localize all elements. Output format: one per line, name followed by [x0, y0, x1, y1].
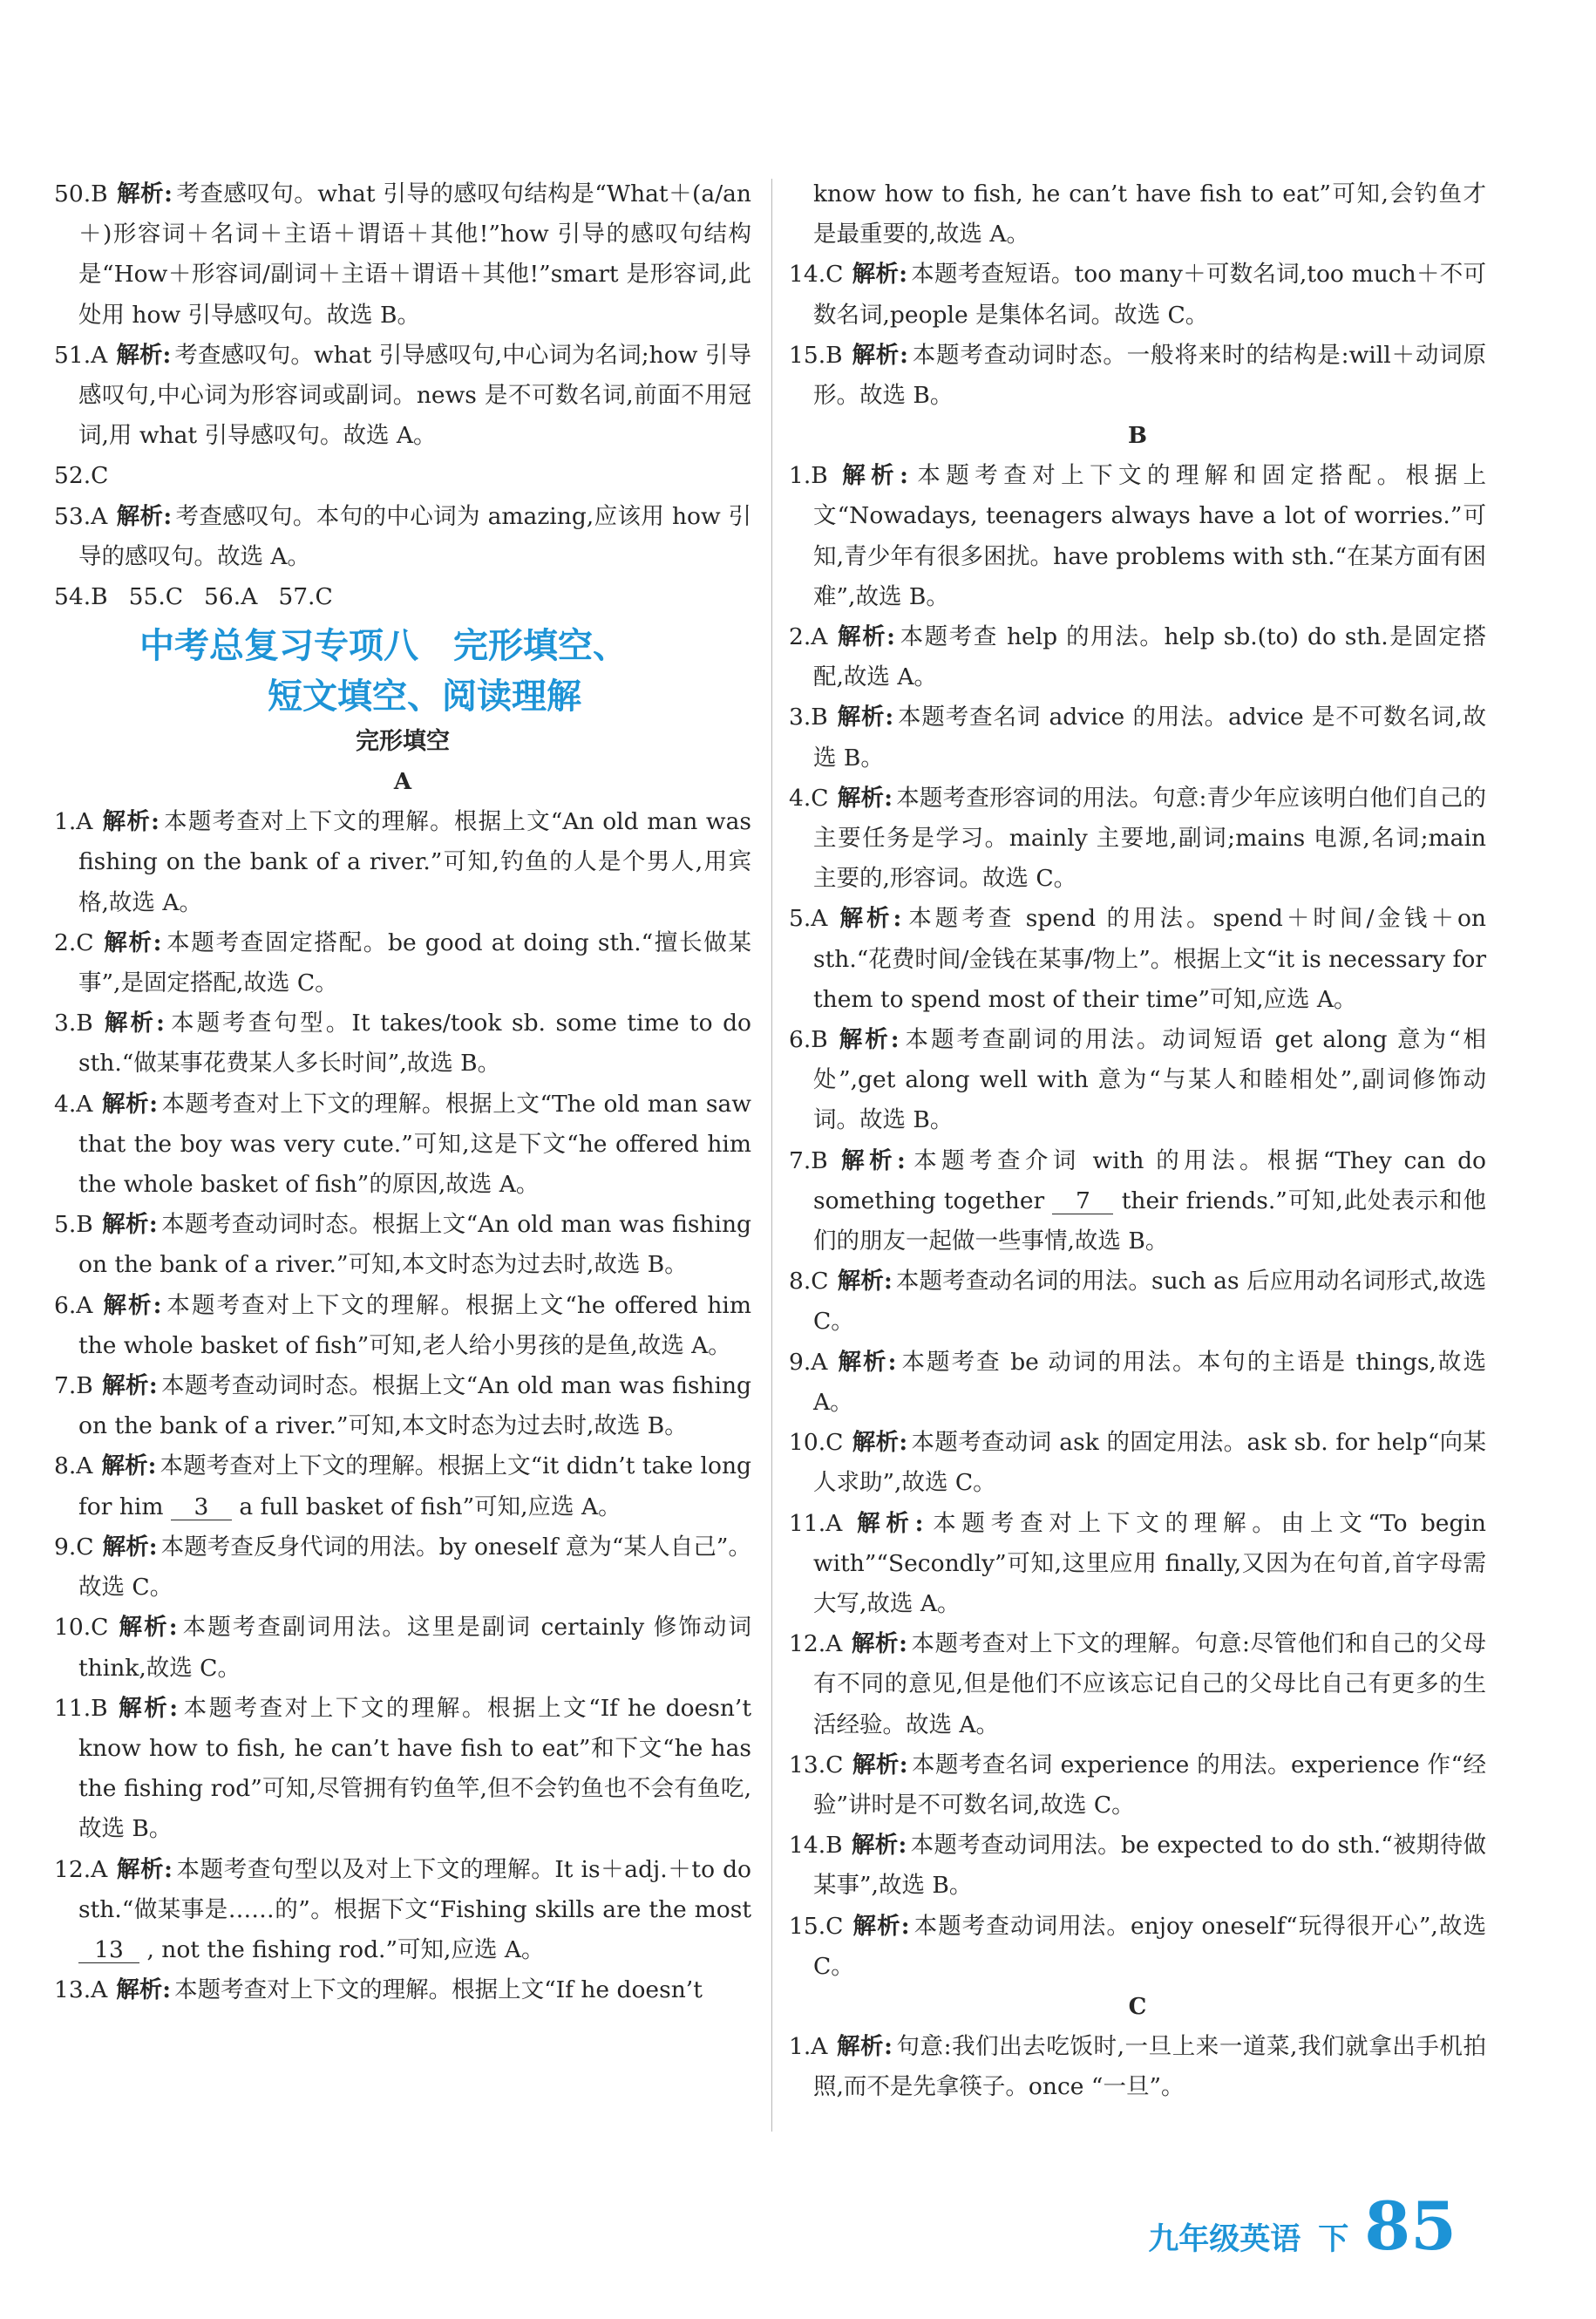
item-text: , not the fishing rod.”可知,应选 A。: [146, 1935, 545, 1963]
answer-item: [789, 1624, 1486, 1745]
analysis-label: 解析:: [837, 784, 893, 812]
analysis-label: 解析:: [836, 905, 902, 933]
answer-key: 54.B: [54, 583, 108, 611]
answer-item: [789, 899, 1486, 1020]
analysis-label: 解析:: [101, 808, 160, 836]
item-text: 本题考查对上下文的理解。根据上文“If he doesn’t know how to fish, he can’t have fish to eat”和下文“he has the fishing rod”可知,尽管拥有钓鱼竿,但不会钓鱼也不会有鱼吃,故选 B。: [78, 1694, 751, 1843]
item-number: 13.C: [789, 1751, 844, 1778]
answer-item: [54, 1085, 751, 1206]
footer-volume: 下: [1318, 2222, 1349, 2257]
item-number: 8.A: [54, 1452, 93, 1480]
item-number: 1.A: [54, 808, 93, 836]
item-number: 12.A: [789, 1630, 843, 1658]
analysis-label: 解析:: [852, 1429, 908, 1457]
answer-item: [54, 456, 751, 496]
item-text: 本题考查动词用法。enjoy oneself“玩得很开心”,故选 C。: [813, 1912, 1486, 1980]
analysis-label: 解析:: [836, 704, 894, 731]
answer-item: [54, 1689, 751, 1850]
analysis-label: 解析:: [852, 1751, 908, 1778]
item-number: 51.A: [54, 341, 108, 369]
item-text: 本题考查动词 ask 的固定用法。ask sb. for help“向某人求助”,故选 C。: [813, 1429, 1486, 1497]
answer-item: [789, 255, 1486, 335]
continuation-text: know how to fish, he can’t have fish to eat”可知,会钓鱼才是最重要的,故选 A。: [813, 180, 1486, 248]
item-text: 本题考查对上下文的理解。根据上文“An old man was fishing on the bank of a river.”可知,钓鱼的人是个男人,用宾格,故选 A。: [78, 808, 751, 916]
answer-item: [789, 697, 1486, 778]
analysis-label: 解析:: [116, 502, 173, 530]
item-text: 本题考查形容词的用法。句意:青少年应该明白他们自己的主要任务是学习。mainly 主要地,副词;mains 电源,名词;main 主要的,形容词。故选 C。: [813, 784, 1486, 893]
item-text: 本题考查对上下文的理解。根据上文“it didn’t take long for him: [78, 1452, 751, 1520]
analysis-label: 解析:: [101, 1291, 162, 1319]
answer-key: 55.C: [128, 583, 184, 611]
item-number: 50.B: [54, 180, 108, 207]
item-text: their friends.”可知,此处表示和他们的朋友一起做一些事情,故选 B。: [813, 1187, 1486, 1255]
part-label-a: A: [393, 769, 412, 796]
page-number: 85: [1364, 2187, 1457, 2265]
answer-item: [54, 1527, 751, 1608]
item-number: 1.B: [789, 462, 828, 490]
item-text: 本题考查固定搭配。be good at doing sth.“擅长做某事”,是固定搭配,故选 C。: [78, 928, 751, 997]
item-text: 本题考查句型。It takes/took sb. some time to do sth.“做某事花费某人多长时间”,故选 B。: [78, 1010, 751, 1078]
answer-item: [54, 174, 751, 336]
right-column: [789, 174, 1486, 2107]
answer-item: [54, 1205, 751, 1285]
analysis-label: 解析:: [836, 623, 895, 651]
answer-item: [789, 617, 1486, 697]
item-number: 3.B: [54, 1010, 93, 1037]
blank-line: 13: [78, 1938, 139, 1963]
item-text: 本题考查名词 advice 的用法。advice 是不可数名词,故选 B。: [813, 704, 1486, 772]
answer-item: [54, 1850, 751, 1971]
answer-item: [54, 1446, 751, 1527]
item-number: 15.C: [789, 1912, 844, 1940]
analysis-label: 解析:: [101, 1090, 159, 1118]
analysis-label: 解析:: [116, 180, 173, 207]
analysis-label: 解析:: [102, 928, 162, 956]
answer-item: [789, 1907, 1486, 1987]
item-text: 本题考查对上下文的理解。根据上文“If he doesn’t: [174, 1976, 703, 2004]
answer-item: [789, 779, 1486, 900]
item-text: 考查感叹句。what 引导感叹句,中心词为名词;how 引导感叹句,中心词为形容词或副词。news 是不可数名词,前面不用冠词,用 what 引导感叹句。故选 A。: [78, 341, 751, 450]
answer-item: [789, 1343, 1486, 1423]
analysis-label: 解析:: [851, 341, 908, 369]
section-title-line-1: 中考总复习专项八 完形填空、: [139, 626, 628, 667]
analysis-label: 解析:: [852, 1912, 910, 1940]
answer-item: [54, 1003, 751, 1084]
analysis-label: 解析:: [101, 1372, 158, 1400]
item-text: 本题考查对上下文的理解。由上文“To begin with”“Secondly”可知,这里应用 finally,又因为在句首,首字母需大写,故选 A。: [813, 1509, 1486, 1617]
item-number: 14.C: [789, 261, 844, 289]
answer-item: [54, 1970, 751, 2010]
analysis-label: 解析:: [837, 1268, 893, 1296]
answer-item: [54, 1366, 751, 1446]
item-text: 本题考查短语。too many＋可数名词,too much＋不可数名词,people 是集体名词。故选 C。: [813, 261, 1486, 329]
part-label-b: B: [1128, 423, 1147, 450]
analysis-label: 解析:: [116, 1694, 179, 1722]
answer-item: [789, 1262, 1486, 1342]
item-number: 10.C: [789, 1429, 844, 1457]
analysis-label: 解析:: [836, 462, 908, 490]
analysis-label: 解析:: [116, 1855, 173, 1883]
item-number: 2.A: [789, 623, 828, 651]
item-text: 本题考查 be 动词的用法。本句的主语是 things,故选 A。: [813, 1348, 1486, 1416]
answer-item: [789, 336, 1486, 416]
item-text: 本题考查副词用法。这里是副词 certainly 修饰动词 think,故选 C。: [78, 1614, 751, 1682]
item-text: 本题考查动词时态。根据上文“An old man was fishing on the bank of a river.”可知,本文时态为过去时,故选 B。: [78, 1372, 751, 1440]
item-text: 本题考查动词时态。一般将来时的结构是:will＋动词原形。故选 B。: [813, 341, 1486, 410]
item-number: 6.A: [54, 1291, 93, 1319]
answer-item: [54, 1286, 751, 1366]
item-text: a full basket of fish”可知,应选 A。: [239, 1493, 621, 1520]
item-text: 考查感叹句。本句的中心词为 amazing,应该用 how 引导的感叹句。故选 A。: [78, 502, 751, 570]
item-number: 5.A: [789, 905, 828, 933]
item-text: 本题考查句型以及对上下文的理解。It is＋adj.＋to do sth.“做某事是……的”。根据下文“Fishing skills are the most: [78, 1855, 751, 1923]
item-number: 4.A: [54, 1090, 93, 1118]
item-number: 52.C: [54, 462, 109, 490]
analysis-label: 解析:: [836, 1026, 900, 1054]
analysis-label: 解析:: [836, 1146, 906, 1174]
analysis-label: 解析:: [117, 1614, 178, 1642]
answer-item: [54, 923, 751, 1003]
item-text: 句意:我们出去吃饭时,一旦上来一道菜,我们就拿出手机拍照,而不是先拿筷子。once “一旦”。: [813, 2032, 1486, 2101]
item-text: 考查感叹句。what 引导的感叹句结构是“What＋(a/an＋)形容词＋名词＋主语＋谓语＋其他!”how 引导的感叹句结构是“How＋形容词/副词＋主语＋谓语＋其他!”smart 是形容词,此处用 how 引导感叹句。故选 B。: [78, 180, 751, 329]
section-title-line-2: 短文填空、阅读理解: [268, 677, 581, 717]
answer-item: [789, 456, 1486, 617]
answer-item: [789, 1020, 1486, 1141]
analysis-label: 解析:: [116, 1976, 172, 2004]
item-number: 2.C: [54, 928, 94, 956]
item-number: 5.B: [54, 1211, 93, 1239]
analysis-label: 解析:: [836, 2032, 893, 2060]
answer-item: [54, 802, 751, 923]
analysis-label: 解析:: [101, 1452, 157, 1480]
answer-item: [789, 2027, 1486, 2107]
item-number: 11.B: [54, 1694, 108, 1722]
item-number: 11.A: [789, 1509, 843, 1537]
item-number: 12.A: [54, 1855, 108, 1883]
item-text: 本题考查对上下文的理解。根据上文“The old man saw that the boy was very cute.”可知,这是下文“he offered him the whole basket of fish”的原因,故选 A。: [78, 1090, 751, 1199]
left-column: [54, 174, 751, 2010]
item-text: 本题考查对上下文的理解。根据上文“he offered him the whole basket of fish”可知,老人给小男孩的是鱼,故选 A。: [78, 1291, 751, 1359]
item-number: 13.A: [54, 1976, 108, 2004]
item-number: 9.A: [789, 1348, 828, 1376]
item-number: 6.B: [789, 1026, 828, 1054]
analysis-label: 解析:: [851, 1630, 907, 1658]
answer-item: [789, 1745, 1486, 1826]
part-label-c: C: [1128, 1993, 1147, 2020]
subsection-title: 完形填空: [356, 728, 450, 756]
analysis-label: 解析:: [116, 341, 172, 369]
item-text: 本题考查反身代词的用法。by oneself 意为“某人自己”。故选 C。: [78, 1533, 751, 1602]
item-number: 53.A: [54, 502, 108, 530]
item-text: 本题考查介词 with 的用法。根据“They can do something together: [813, 1146, 1486, 1214]
blank-line: 7: [1052, 1189, 1113, 1214]
analysis-label: 解析:: [101, 1211, 158, 1239]
item-number: 7.B: [789, 1146, 828, 1174]
blank-line: 3: [171, 1495, 232, 1520]
item-text: 本题考查名词 experience 的用法。experience 作“经验”讲时是不可数名词,故选 C。: [813, 1751, 1486, 1819]
item-number: 7.B: [54, 1372, 93, 1400]
answer-item: [789, 1504, 1486, 1625]
item-number: 3.B: [789, 704, 828, 731]
item-text: 本题考查 spend 的用法。spend＋时间/金钱＋on sth.“花费时间/金钱在某事/物上”。根据上文“it is necessary for them to spend most of their time”可知,应选 A。: [813, 905, 1486, 1013]
item-number: 8.C: [789, 1268, 829, 1296]
column-divider: [771, 179, 772, 2132]
footer-grade-subject: 九年级英语: [1148, 2222, 1301, 2257]
item-text: 本题考查动名词的用法。such as 后应用动名词形式,故选 C。: [813, 1268, 1486, 1336]
item-number: 15.B: [789, 341, 843, 369]
answers-row: [54, 577, 751, 617]
answer-key: 57.C: [278, 583, 333, 611]
page-footer: [1148, 2187, 1457, 2265]
item-number: 1.A: [789, 2032, 828, 2060]
item-number: 9.C: [54, 1533, 94, 1561]
analysis-label: 解析:: [852, 261, 907, 289]
answer-item: [789, 1423, 1486, 1503]
analysis-label: 解析:: [851, 1832, 907, 1860]
item-number: 4.C: [789, 784, 829, 812]
answer-item: [54, 336, 751, 457]
answer-key: 56.A: [204, 583, 258, 611]
item-number: 14.B: [789, 1832, 843, 1860]
answer-item: [789, 1826, 1486, 1906]
analysis-label: 解析:: [851, 1509, 924, 1537]
item-text: 本题考查对上下文的理解。句意:尽管他们和自己的父母有不同的意见,但是他们不应该忘记自己的父母比自己有更多的生活经验。故选 A。: [813, 1630, 1486, 1738]
item-text: 本题考查 help 的用法。help sb.(to) do sth.是固定搭配,故选 A。: [813, 623, 1486, 691]
analysis-label: 解析:: [836, 1348, 897, 1376]
item-number: 10.C: [54, 1614, 109, 1642]
item-text: 本题考查对上下文的理解和固定搭配。根据上文“Nowadays, teenagers always have a lot of worries.”可知,青少年有很多困扰。have problems with sth.“在某方面有困难”,故选 B。: [813, 462, 1486, 610]
item-text: 本题考查动词用法。be expected to do sth.“被期待做某事”,故选 B。: [813, 1832, 1486, 1900]
answer-item: [54, 497, 751, 577]
answer-item: [789, 1141, 1486, 1262]
item-text: 本题考查副词的用法。动词短语 get along 意为“相处”,get along well with 意为“与某人和睦相处”,副词修饰动词。故选 B。: [813, 1026, 1486, 1134]
item-text: 本题考查动词时态。根据上文“An old man was fishing on the bank of a river.”可知,本文时态为过去时,故选 B。: [78, 1211, 751, 1279]
answer-item: [54, 1608, 751, 1688]
analysis-label: 解析:: [102, 1533, 158, 1561]
analysis-label: 解析:: [101, 1010, 165, 1037]
